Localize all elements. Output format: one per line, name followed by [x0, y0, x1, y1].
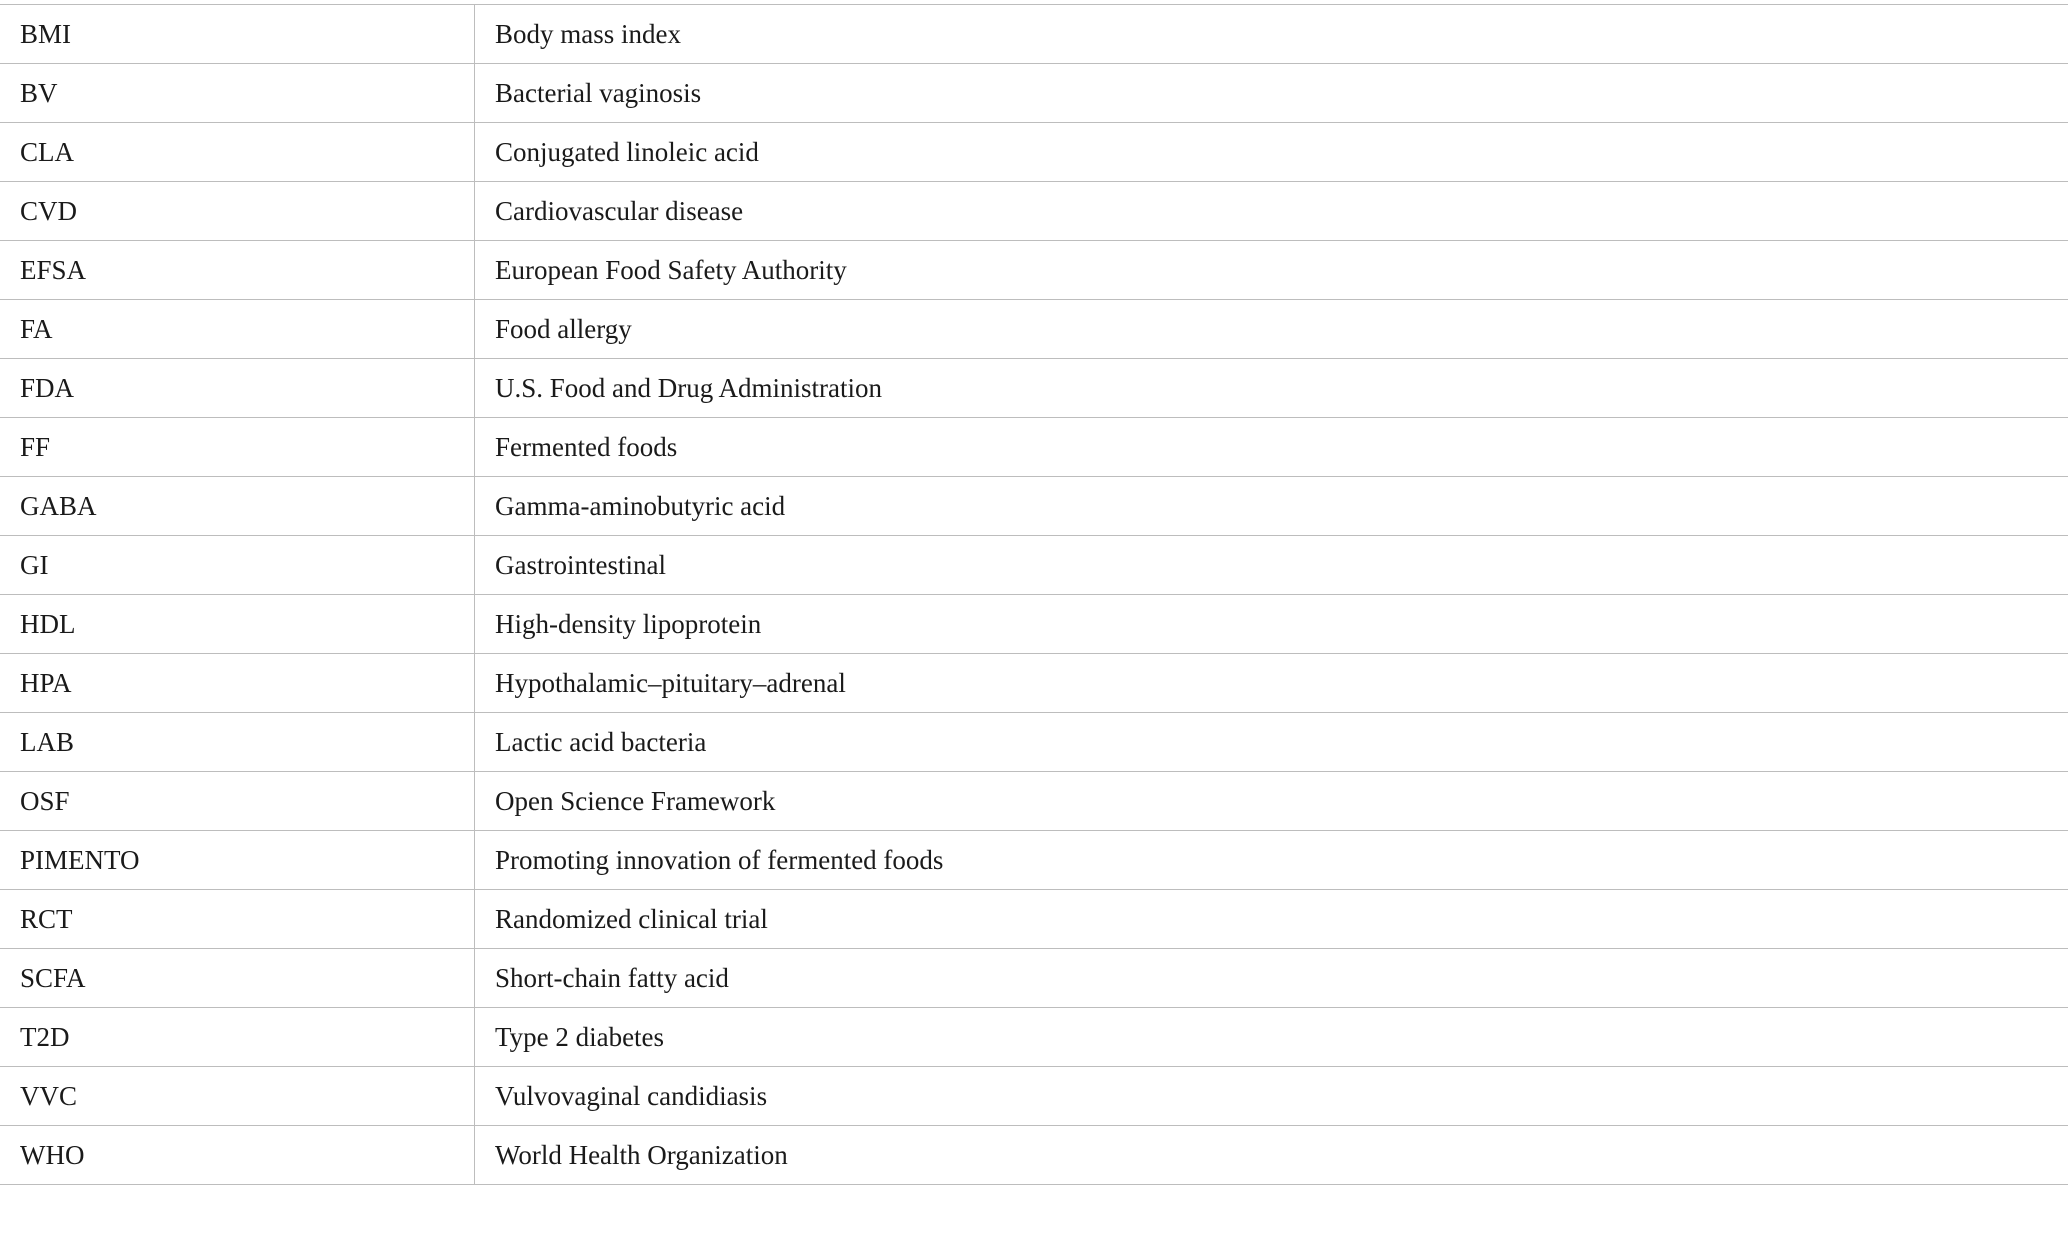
definition-cell: Gamma-aminobutyric acid — [475, 477, 2068, 536]
abbreviation-cell: EFSA — [0, 241, 475, 300]
definition-cell: Fermented foods — [475, 418, 2068, 477]
table-row — [0, 64, 2068, 123]
abbreviation-cell: SCFA — [0, 949, 475, 1008]
table-row — [0, 300, 2068, 359]
definition-cell: Cardiovascular disease — [475, 182, 2068, 241]
table-row — [0, 831, 2068, 890]
definition-cell: Bacterial vaginosis — [475, 64, 2068, 123]
table-row — [0, 890, 2068, 949]
definition-cell: Type 2 diabetes — [475, 1008, 2068, 1067]
table-row — [0, 1008, 2068, 1067]
definition-cell: Short-chain fatty acid — [475, 949, 2068, 1008]
abbreviation-cell: RCT — [0, 890, 475, 949]
abbreviation-cell: BV — [0, 64, 475, 123]
definition-cell: Vulvovaginal candidiasis — [475, 1067, 2068, 1126]
abbreviation-cell: CLA — [0, 123, 475, 182]
table-row — [0, 477, 2068, 536]
definition-cell: Food allergy — [475, 300, 2068, 359]
definition-cell: World Health Organization — [475, 1126, 2068, 1185]
abbreviation-cell: HPA — [0, 654, 475, 713]
table-row — [0, 536, 2068, 595]
abbreviation-cell: GABA — [0, 477, 475, 536]
definition-cell: Body mass index — [475, 5, 2068, 64]
abbreviations-table-body — [0, 5, 2068, 1185]
table-row — [0, 123, 2068, 182]
table-row — [0, 772, 2068, 831]
definition-cell: Promoting innovation of fermented foods — [475, 831, 2068, 890]
abbreviation-cell: VVC — [0, 1067, 475, 1126]
abbreviation-cell: T2D — [0, 1008, 475, 1067]
table-row — [0, 654, 2068, 713]
abbreviation-cell: LAB — [0, 713, 475, 772]
abbreviation-cell: HDL — [0, 595, 475, 654]
definition-cell: Hypothalamic–pituitary–adrenal — [475, 654, 2068, 713]
table-row — [0, 713, 2068, 772]
definition-cell: European Food Safety Authority — [475, 241, 2068, 300]
abbreviations-table — [0, 4, 2068, 1185]
abbreviation-cell: FA — [0, 300, 475, 359]
abbreviation-cell: BMI — [0, 5, 475, 64]
abbreviation-cell: CVD — [0, 182, 475, 241]
table-row — [0, 182, 2068, 241]
table-row — [0, 359, 2068, 418]
abbreviation-cell: FDA — [0, 359, 475, 418]
abbreviation-cell: OSF — [0, 772, 475, 831]
definition-cell: Conjugated linoleic acid — [475, 123, 2068, 182]
definition-cell: Gastrointestinal — [475, 536, 2068, 595]
table-row — [0, 1126, 2068, 1185]
definition-cell: High-density lipoprotein — [475, 595, 2068, 654]
abbreviation-cell: WHO — [0, 1126, 475, 1185]
table-row — [0, 5, 2068, 64]
table-row — [0, 1067, 2068, 1126]
abbreviation-cell: FF — [0, 418, 475, 477]
table-row — [0, 595, 2068, 654]
definition-cell: Open Science Framework — [475, 772, 2068, 831]
definition-cell: Randomized clinical trial — [475, 890, 2068, 949]
abbreviation-cell: GI — [0, 536, 475, 595]
table-row — [0, 241, 2068, 300]
definition-cell: U.S. Food and Drug Administration — [475, 359, 2068, 418]
table-row — [0, 949, 2068, 1008]
definition-cell: Lactic acid bacteria — [475, 713, 2068, 772]
abbreviation-cell: PIMENTO — [0, 831, 475, 890]
table-row — [0, 418, 2068, 477]
